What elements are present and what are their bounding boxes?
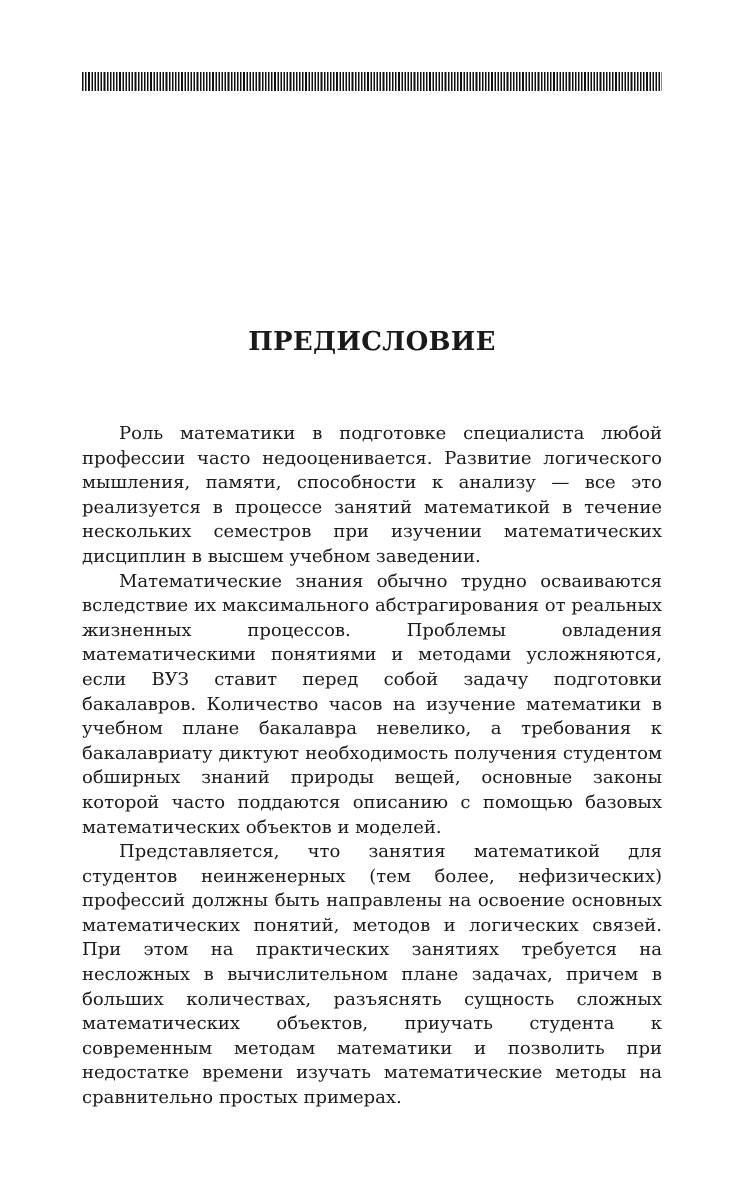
page-title: ПРЕДИСЛОВИЕ <box>248 327 496 357</box>
paragraph: Представляется, что занятия математикой для студентов неинженерных (тем более, нефизических) профессий должны быть направлены на освоение основных математических понятий, методов и логических связей. При этом на практических занятиях требуется на несложных в вычислительном плане задачах, причем в больших количествах, разъяснять сущность сложных математических объектов, приучать студента к современным методам математики и позволить при недостатке времени изучать математические методы на сравнительно простых примерах. <box>82 841 662 1109</box>
decorative-header-rule <box>82 72 662 91</box>
foreword-body <box>82 422 662 1111</box>
paragraph: Математические знания обычно трудно осваиваются вследствие их максимального абстрагирования от реальных жизненных процессов. Проблемы овладения математическими понятиями и методами усложняются, если ВУЗ ставит перед собой задачу подготовки бакалавров. Количество часов на изучение математики в учебном плане бакалавра невелико, а требования к бакалавриату диктуют необходимость получения студентом обширных знаний природы вещей, основные законы которой часто поддаются описанию с помощью базовых математических объектов и моделей. <box>82 570 662 838</box>
paragraph: Роль математики в подготовке специалиста любой профессии часто недооценивается. Развитие логического мышления, памяти, способности к анализу — все это реализуется в процессе занятий математикой в течение нескольких семестров при изучении математических дисциплин в высшем учебном заведении. <box>82 423 662 567</box>
